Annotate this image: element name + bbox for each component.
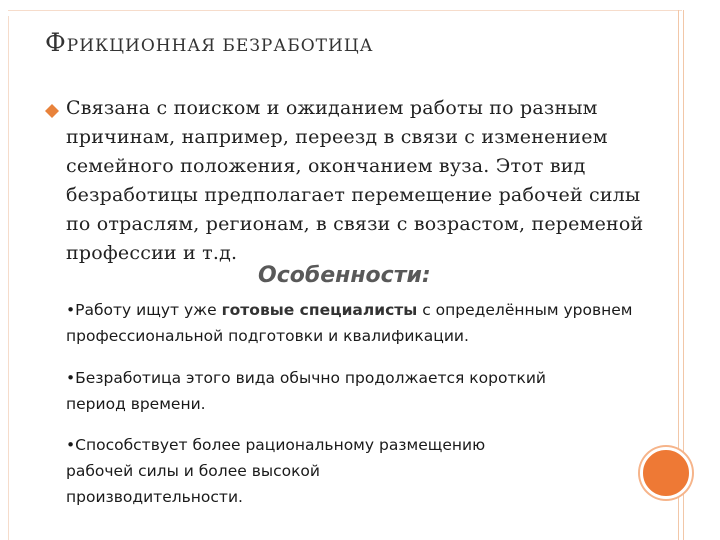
decorative-circle	[640, 447, 692, 499]
feature-text: •Работу ищут уже	[66, 301, 222, 319]
main-bullet-text: Связана с поиском и ожиданием работы по разным причинам, например, переезд в связи с изменением семейного положения, окончанием вуза. Этот вид безработицы предполагает перемещение рабочей силы по отраслям, регионам, в связи с возрастом, переменой профессии и т.д.	[66, 97, 644, 264]
feature-item: •Способствует более рациональному размещению рабочей силы и более высокой производительности.	[66, 436, 486, 506]
feature-text: с определённым уровнем профессиональной подготовки и квалификации.	[66, 301, 633, 345]
features-heading: Особенности:	[258, 263, 431, 288]
frame-top-line	[8, 10, 682, 11]
diamond-bullet-icon	[45, 104, 59, 111]
title-first-letter: Ф	[45, 28, 67, 57]
slide-title	[45, 28, 374, 57]
feature-highlight: готовые специалисты	[221, 301, 418, 319]
feature-item: •Безработица этого вида обычно продолжается короткий период времени.	[66, 369, 546, 413]
feature-item	[66, 297, 666, 349]
frame-left-line	[8, 16, 12, 540]
title-rest: РИКЦИОННАЯ БЕЗРАБОТИЦА	[66, 36, 374, 56]
